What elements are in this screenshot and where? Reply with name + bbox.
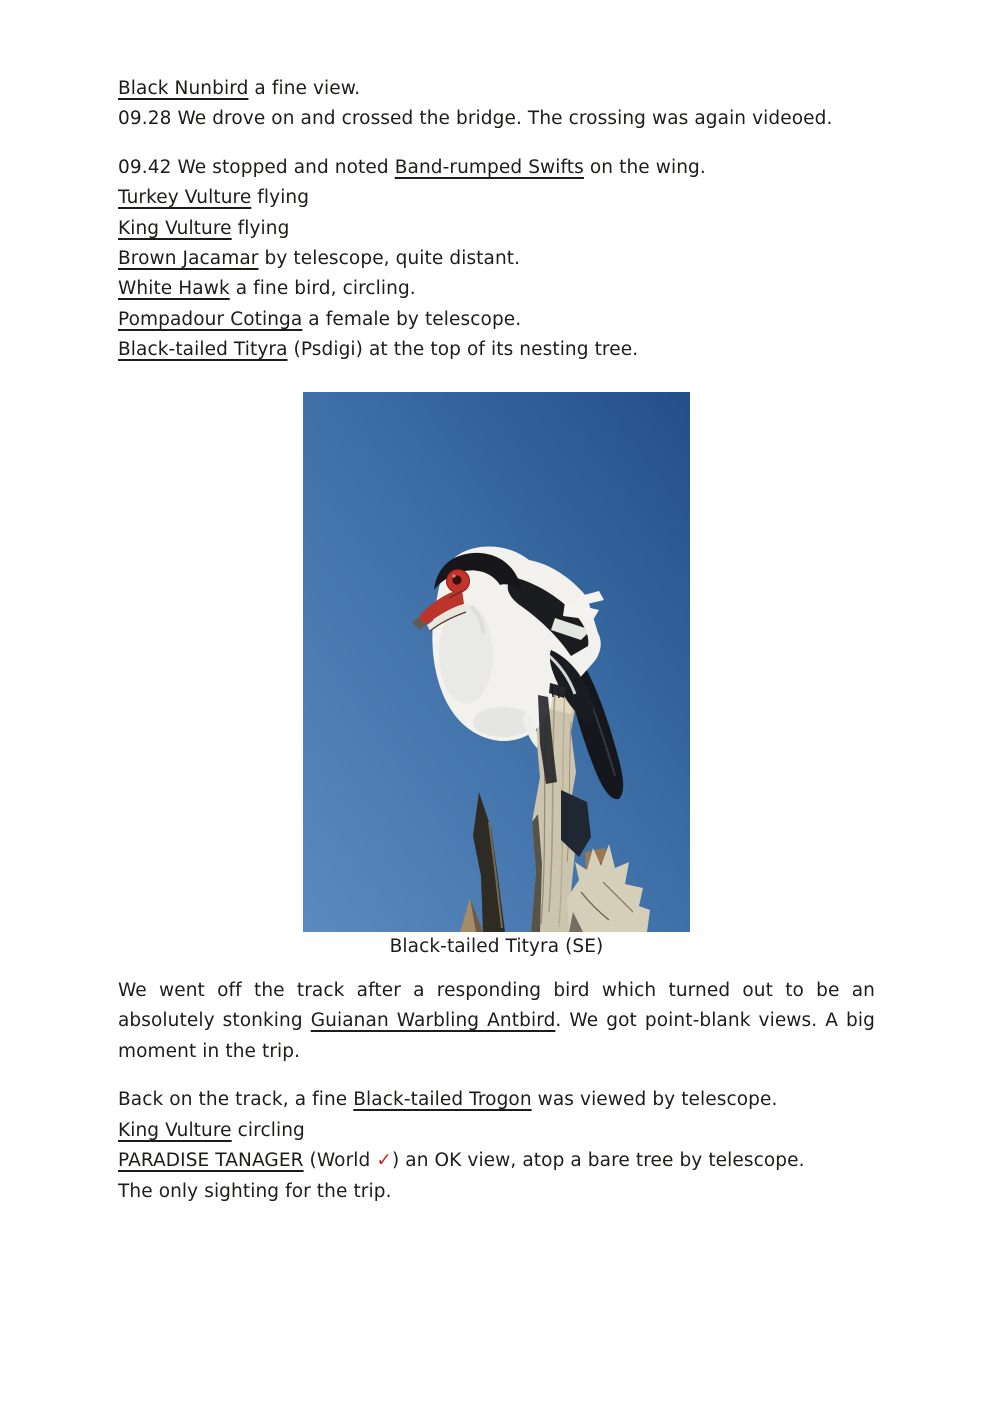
line-black-nunbird [118, 74, 875, 104]
bird-name-king-vulture: King Vulture [118, 217, 232, 239]
note-black-nunbird: a fine view. [248, 78, 361, 99]
line-white-hawk [118, 274, 875, 304]
bird-name-paradise-tanager: PARADISE TANAGER [118, 1150, 304, 1172]
note-trogon-rest: was viewed by telescope. [531, 1089, 778, 1111]
line-closing: The only sighting for the trip. [118, 1180, 392, 1202]
para-antbird-post: . We got point-blank views. A big moment in the trip. [118, 1010, 875, 1062]
note-swifts-pre: 09.42 We stopped and noted [118, 156, 395, 178]
blank-line [118, 962, 875, 976]
para-antbird-pre: We went off the track after a responding bird which turned out to be an absolutely stonking [118, 980, 875, 1032]
photo-caption: Black-tailed Tityra (SE) [389, 935, 604, 957]
note-pompadour-cotinga: a female by telescope. [302, 308, 522, 330]
para-guianan-warbling-antbird [118, 976, 875, 1067]
bird-name-black-tailed-tityra: Black-tailed Tityra [118, 339, 288, 361]
note-king-vulture-2: circling [231, 1119, 305, 1141]
note-trogon-pre: Back on the track, a fine [118, 1089, 354, 1111]
line-turkey-vulture [118, 183, 875, 213]
note-white-hawk: a fine bird, circling. [229, 278, 416, 300]
tityra-photo [303, 392, 690, 932]
note-tanager-mid: (World [303, 1150, 377, 1172]
bird-name-black-nunbird: Black Nunbird [118, 78, 249, 99]
blank-line [118, 135, 875, 153]
line-black-tailed-tityra [118, 335, 875, 365]
line-0942-swifts [118, 153, 875, 183]
line-0928-bridge: 09.28 We drove on and crossed the bridge. The crossing was again videoed. [118, 108, 833, 130]
bird-name-king-vulture-2: King Vulture [118, 1119, 232, 1141]
note-king-vulture: flying [231, 217, 290, 239]
bird-name-brown-jacamar: Brown Jacamar [118, 248, 259, 270]
line-brown-jacamar [118, 244, 875, 274]
note-swifts-rest: on the wing. [583, 156, 706, 178]
bird-name-white-hawk: White Hawk [118, 278, 230, 300]
line-king-vulture-2 [118, 1116, 875, 1146]
bird-name-turkey-vulture: Turkey Vulture [118, 187, 252, 209]
bird-name-guianan-warbling-antbird: Guianan Warbling Antbird [310, 1010, 556, 1032]
line-king-vulture-1 [118, 214, 875, 244]
note-black-tailed-tityra: (Psdigi) at the top of its nesting tree. [287, 339, 639, 361]
bird-name-black-tailed-trogon: Black-tailed Trogon [353, 1089, 532, 1111]
line-paradise-tanager [118, 1146, 875, 1176]
note-tanager-rest: ) an OK view, atop a bare tree by telescope. [391, 1150, 805, 1172]
note-turkey-vulture: flying [251, 187, 310, 209]
bird-name-band-rumped-swifts: Band-rumped Swifts [394, 156, 584, 178]
blank-line [118, 366, 875, 392]
trip-report-page [118, 0, 875, 1207]
note-brown-jacamar: by telescope, quite distant. [258, 248, 521, 270]
line-black-tailed-trogon [118, 1085, 875, 1115]
line-pompadour-cotinga [118, 305, 875, 335]
blank-line [118, 1067, 875, 1085]
world-tick-checkmark: ✓ [376, 1150, 392, 1172]
bird-name-pompadour-cotinga: Pompadour Cotinga [118, 308, 303, 330]
